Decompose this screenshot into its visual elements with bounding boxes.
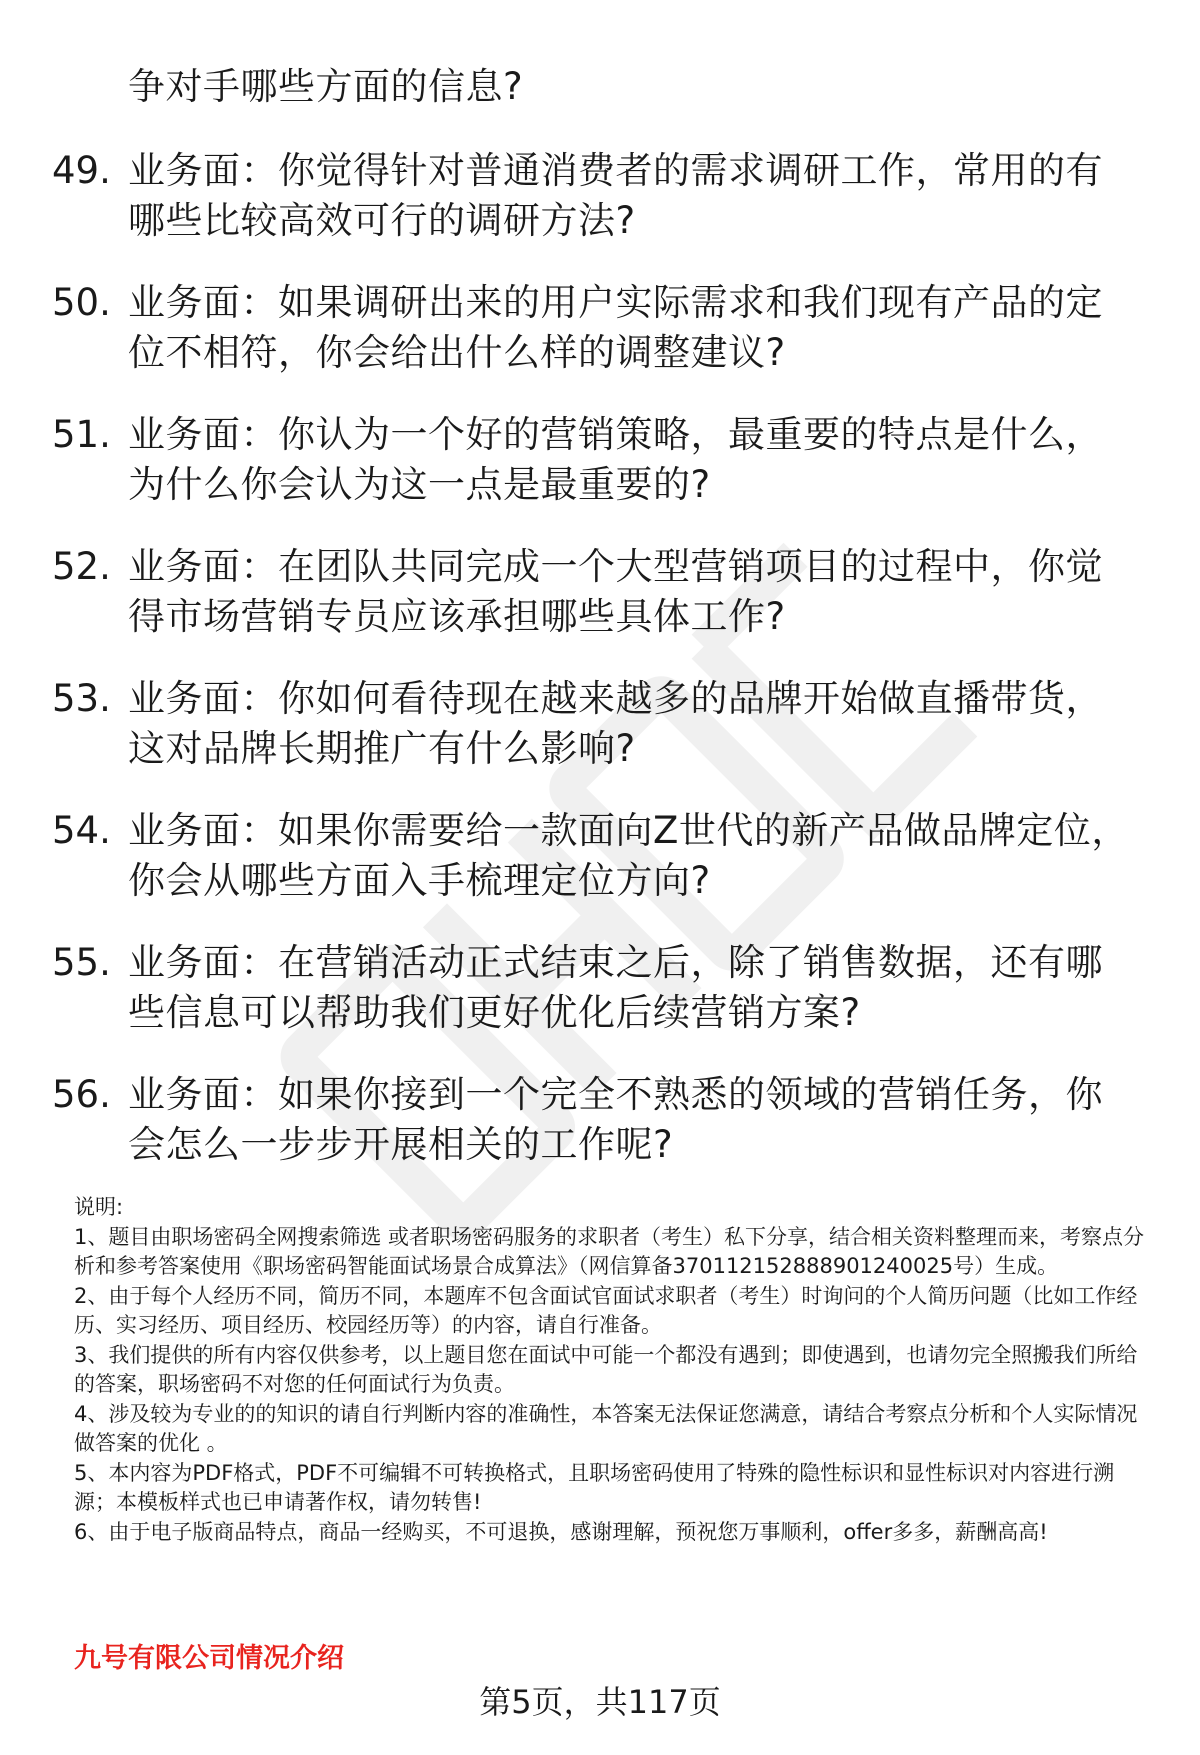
question-number: 51. xyxy=(52,413,111,456)
question-text: 业务面：你觉得针对普通消费者的需求调研工作，常用的有哪些比较高效可行的调研方法? xyxy=(128,149,1103,242)
question-list xyxy=(0,146,1200,1202)
question-item xyxy=(0,1070,1200,1202)
note-item: 2、由于每个人经历不同，简历不同，本题库不包含面试官面试求职者（考生）时询问的个人简历问题（比如工作经历、实习经历、项目经历、校园经历等）的内容，请自行准备。 xyxy=(74,1283,1138,1337)
question-item xyxy=(0,410,1200,542)
question-text: 业务面：你认为一个好的营销策略，最重要的特点是什么，为什么你会认为这一点是最重要的? xyxy=(128,413,1103,506)
question-number: 53. xyxy=(52,677,111,720)
question-item xyxy=(0,146,1200,278)
question-text: 业务面：如果你需要给一款面向Z世代的新产品做品牌定位，你会从哪些方面入手梳理定位方向? xyxy=(128,809,1129,902)
question-item xyxy=(0,674,1200,806)
question-item xyxy=(0,542,1200,674)
notes-title: 说明: xyxy=(74,1195,124,1219)
question-number: 49. xyxy=(52,149,111,192)
note-item: 4、涉及较为专业的的知识的请自行判断内容的准确性，本答案无法保证您满意，请结合考察点分析和个人实际情况做答案的优化 。 xyxy=(74,1401,1138,1455)
question-text: 业务面：你如何看待现在越来越多的品牌开始做直播带货，这对品牌长期推广有什么影响? xyxy=(128,677,1103,770)
question-text: 业务面：在营销活动正式结束之后，除了销售数据，还有哪些信息可以帮助我们更好优化后续营销方案? xyxy=(128,941,1103,1034)
note-item: 1、题目由职场密码全网搜索筛选 或者职场密码服务的求职者（考生）私下分享，结合相关资料整理而来，考察点分析和参考答案使用《职场密码智能面试场景合成算法》（网信算备370112152888901240025号）生成。 xyxy=(74,1224,1145,1278)
question-number: 55. xyxy=(52,941,111,984)
company-intro-link[interactable]: 九号有限公司情况介绍 xyxy=(74,1643,344,1674)
question-number: 54. xyxy=(52,809,111,852)
question-number: 52. xyxy=(52,545,111,588)
question-number: 50. xyxy=(52,281,111,324)
question-text: 业务面：如果你接到一个完全不熟悉的领域的营销任务，你会怎么一步步开展相关的工作呢? xyxy=(128,1073,1103,1166)
page-number: 第5页，共117页 xyxy=(479,1683,721,1721)
note-item: 3、我们提供的所有内容仅供参考，以上题目您在面试中可能一个都没有遇到；即使遇到，也请勿完全照搬我们所给的答案，职场密码不对您的任何面试行为负责。 xyxy=(74,1342,1138,1396)
question-text: 业务面：在团队共同完成一个大型营销项目的过程中，你觉得市场营销专员应该承担哪些具体工作? xyxy=(128,545,1103,638)
question-item xyxy=(0,806,1200,938)
question-number: 56. xyxy=(52,1073,111,1116)
note-item: 6、由于电子版商品特点，商品一经购买，不可退换，感谢理解，预祝您万事顺利，offer多多，薪酬高高! xyxy=(74,1519,1048,1544)
question-item xyxy=(0,938,1200,1070)
disclaimer-notes xyxy=(74,1193,1156,1547)
question-item xyxy=(0,278,1200,410)
question-continuation-text: 争对手哪些方面的信息? xyxy=(128,65,524,108)
note-item: 5、本内容为PDF格式，PDF不可编辑不可转换格式，且职场密码使用了特殊的隐性标识和显性标识对内容进行溯源；本模板样式也已申请著作权，请勿转售! xyxy=(74,1460,1115,1514)
question-text: 业务面：如果调研出来的用户实际需求和我们现有产品的定位不相符，你会给出什么样的调整建议? xyxy=(128,281,1103,374)
